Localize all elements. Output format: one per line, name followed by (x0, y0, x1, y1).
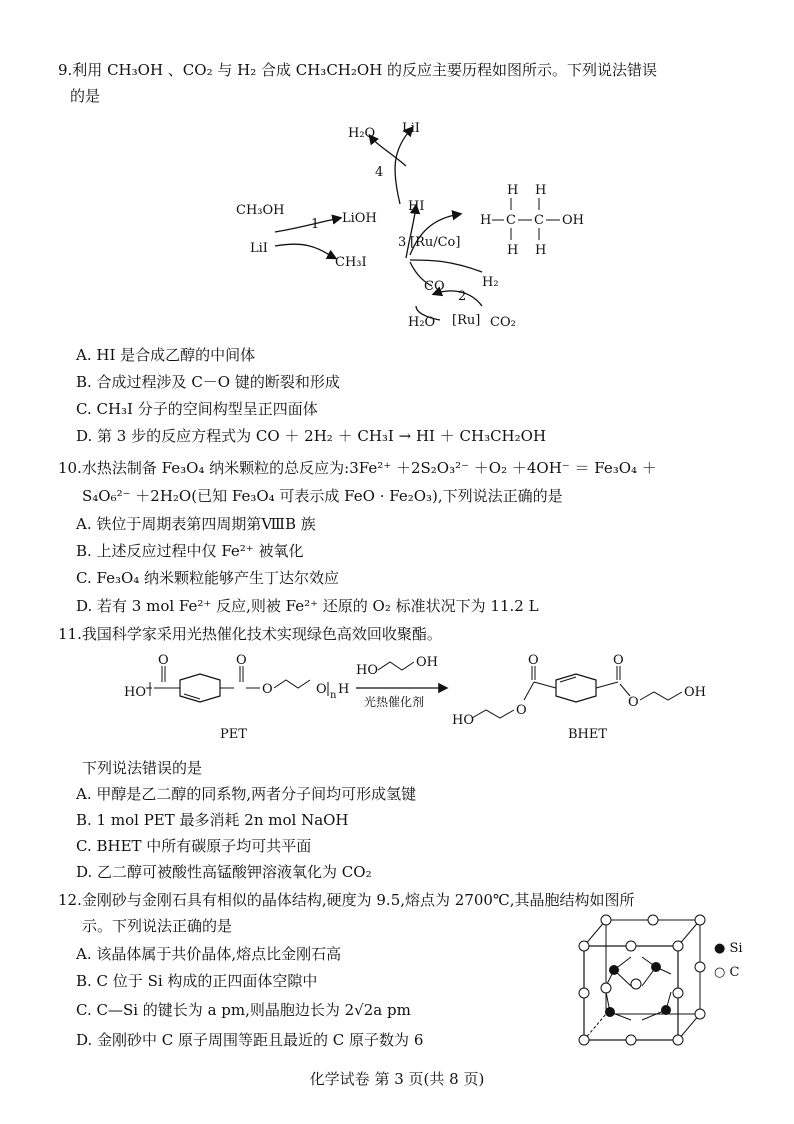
q11-pet-o1: O (158, 653, 169, 668)
q9-step2: 2 (458, 289, 467, 304)
q11-pet-h: H (338, 682, 350, 697)
q12-crystal-cell-diagram (576, 912, 756, 1062)
q12-option-d: D. 金刚砂中 C 原子周围等距且最近的 C 原子数为 6 (76, 1031, 424, 1049)
q11-bhet-o4: O (628, 695, 639, 710)
page-footer: 化学试卷 第 3 页(共 8 页) (309, 1070, 485, 1088)
q9-ethanol-oh: OH (562, 213, 584, 228)
q11-glycol-ho: HO (356, 663, 378, 678)
q10-option-a: A. 铁位于周期表第四周期第ⅧB 族 (76, 515, 316, 533)
q11-pet-ho: HO (124, 685, 146, 700)
q11-pet-o4: O (316, 682, 327, 697)
q11-bhet-o3: O (613, 653, 624, 668)
q9-ch3i: CH₃I (335, 255, 367, 270)
q11-glycol-oh: OH (416, 655, 438, 670)
q9-ethanol-h5: H (535, 243, 547, 258)
q9-ruco: [Ru/Co] (410, 235, 461, 250)
q9-reaction-diagram (220, 110, 600, 340)
q9-co2: CO₂ (490, 315, 516, 330)
q9-h2o-top: H₂O (348, 126, 376, 141)
q12-legend-c: ○ C (714, 965, 740, 980)
q9-ethanol-c1: C (506, 213, 516, 228)
q9-ethanol-h1: H (507, 183, 519, 198)
q9-lioh: LiOH (342, 211, 377, 226)
q9-lii-top: LiI (402, 121, 420, 136)
q12-option-a: A. 该晶体属于共价晶体,熔点比金刚石高 (76, 945, 342, 963)
q9-step1: 1 (311, 217, 320, 232)
q9-ethanol-h4: H (507, 243, 519, 258)
q9-hi: HI (408, 199, 425, 214)
q9-option-b: B. 合成过程涉及 C－O 键的断裂和形成 (76, 373, 340, 391)
q12-stem-line2: 示。下列说法正确的是 (82, 917, 233, 935)
q11-option-c: C. BHET 中所有碳原子均可共平面 (76, 837, 312, 855)
q11-bhet-label: BHET (568, 727, 608, 742)
q11-bhet-o2: O (516, 703, 527, 718)
q11-pet-o2: O (236, 653, 247, 668)
q12-option-c: C. C—Si 的键长为 a pm,则晶胞边长为 2√2a pm (76, 1001, 411, 1019)
q9-option-d: D. 第 3 步的反应方程式为 CO ＋ 2H₂ ＋ CH₃I → HI ＋ CH₃CH₂OH (76, 427, 547, 445)
q9-lii-left: LiI (250, 241, 268, 256)
q12-option-b: B. C 位于 Si 构成的正四面体空隙中 (76, 972, 318, 990)
q9-ethanol-h2: H (535, 183, 547, 198)
q11-stem: 11.我国科学家采用光热催化技术实现绿色高效回收聚酯。 (58, 625, 442, 643)
q9-h2: H₂ (482, 275, 499, 290)
q9-ru: [Ru] (452, 313, 481, 328)
q10-stem-line2: S₄O₆²⁻ ＋2H₂O(已知 Fe₃O₄ 可表示成 FeO · Fe₂O₃),下列说法正确的是 (82, 487, 563, 505)
q11-reaction-diagram (120, 652, 720, 744)
q10-option-c: C. Fe₃O₄ 纳米颗粒能够产生丁达尔效应 (76, 569, 340, 587)
q11-prompt: 下列说法错误的是 (82, 759, 203, 777)
q11-bhet-o1: O (528, 653, 539, 668)
q12-stem-line1: 12.金刚砂与金刚石具有相似的晶体结构,硬度为 9.5,熔点为 2700℃,其晶胞结构如图所 (58, 891, 635, 909)
q10-option-d: D. 若有 3 mol Fe²⁺ 反应,则被 Fe²⁺ 还原的 O₂ 标准状况下为 11.2 L (76, 597, 539, 615)
q11-pet-o3: O (262, 682, 273, 697)
q11-catalyst: 光热催化剂 (364, 695, 425, 709)
q11-pet-n: n (330, 690, 337, 701)
q11-pet-label: PET (220, 727, 247, 742)
q11-bhet-ho: HO (452, 713, 474, 728)
q9-option-a: A. HI 是合成乙醇的中间体 (76, 346, 256, 364)
q9-h2o-bottom: H₂O (408, 315, 436, 330)
q12-legend-si: ● Si (714, 941, 743, 956)
q10-option-b: B. 上述反应过程中仅 Fe²⁺ 被氧化 (76, 542, 304, 560)
q9-option-c: C. CH₃I 分子的空间构型呈正四面体 (76, 400, 318, 418)
q9-ethanol-h3: H (480, 213, 492, 228)
q11-option-b: B. 1 mol PET 最多消耗 2n mol NaOH (76, 811, 349, 829)
q11-option-a: A. 甲醇是乙二醇的同系物,两者分子间均可形成氢键 (76, 785, 417, 803)
q9-co: CO (424, 279, 445, 294)
q10-stem-line1: 10.水热法制备 Fe₃O₄ 纳米颗粒的总反应为:3Fe²⁺ ＋2S₂O₃²⁻ ＋O₂ ＋4OH⁻ ＝ Fe₃O₄ ＋ (58, 459, 657, 477)
q9-step3: 3 (398, 235, 407, 250)
q9-stem-line2: 的是 (70, 87, 101, 105)
q11-bhet-oh: OH (684, 685, 706, 700)
q9-stem-line1: 9.利用 CH₃OH 、CO₂ 与 H₂ 合成 CH₃CH₂OH 的反应主要历程如图所示。下列说法错误 (58, 61, 658, 79)
q9-step4: 4 (375, 165, 384, 180)
q9-ethanol-c2: C (534, 213, 544, 228)
q11-option-d: D. 乙二醇可被酸性高锰酸钾溶液氧化为 CO₂ (76, 863, 372, 881)
q9-ch3oh: CH₃OH (236, 203, 285, 218)
